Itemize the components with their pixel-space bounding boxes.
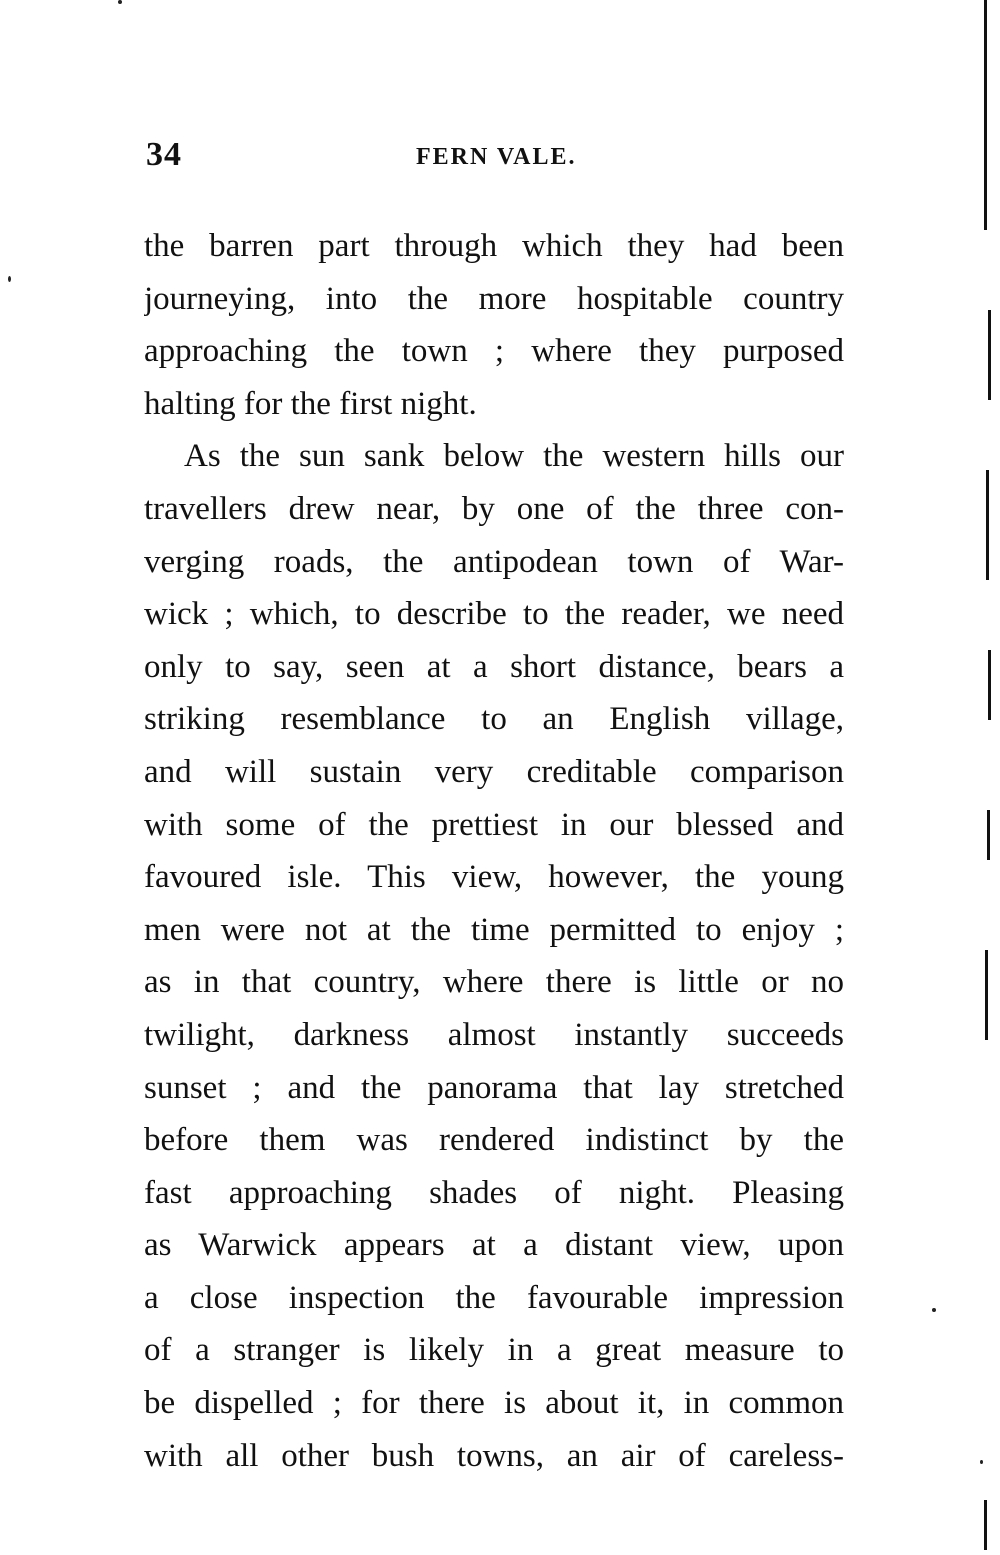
- scan-edge-mark: [985, 950, 988, 1040]
- scan-speck: [932, 1308, 936, 1312]
- text-line: men were not at the time permitted to enjoy ;: [144, 911, 844, 948]
- paragraph: [144, 220, 844, 430]
- text-line: fast approaching shades of night. Pleasing: [144, 1174, 844, 1211]
- scan-edge-mark: [984, 0, 987, 230]
- scan-speck: [980, 1460, 983, 1464]
- text-line: only to say, seen at a short distance, bears a: [144, 648, 844, 685]
- text-line: and will sustain very creditable comparison: [144, 753, 844, 790]
- text-line: twilight, darkness almost instantly succeeds: [144, 1016, 844, 1053]
- scan-edge-mark: [987, 810, 990, 860]
- running-head: [146, 136, 846, 176]
- text-line: sunset ; and the panorama that lay stretched: [144, 1069, 844, 1106]
- scan-edge-mark: [988, 650, 991, 720]
- text-line: be dispelled ; for there is about it, in common: [144, 1385, 844, 1422]
- text-line: with some of the prettiest in our blessed and: [144, 806, 844, 843]
- scan-speck: [8, 276, 11, 282]
- text-line: favoured isle. This view, however, the young: [144, 859, 844, 896]
- text-line: halting for the first night.: [144, 385, 477, 422]
- text-line: striking resemblance to an English village,: [144, 701, 844, 738]
- text-line: with all other bush towns, an air of careless-: [144, 1437, 844, 1474]
- paragraph: [144, 430, 844, 1482]
- text-line: approaching the town ; where they purposed: [144, 333, 844, 370]
- text-line: travellers drew near, by one of the three con-: [144, 490, 844, 527]
- text-line: journeying, into the more hospitable country: [144, 280, 844, 317]
- text-line: a close inspection the favourable impression: [144, 1279, 844, 1316]
- page-number: 34: [146, 136, 182, 173]
- text-line: As the sun sank below the western hills our: [184, 438, 844, 475]
- scan-edge-mark: [984, 1500, 987, 1550]
- body-text: [144, 220, 844, 1482]
- text-line: wick ; which, to describe to the reader, we need: [144, 596, 844, 633]
- scan-edge-mark: [986, 470, 989, 580]
- scan-edge-mark: [988, 310, 991, 400]
- running-title: FERN VALE.: [416, 144, 577, 170]
- text-line: of a stranger is likely in a great measure to: [144, 1332, 844, 1369]
- text-line: the barren part through which they had been: [144, 228, 844, 264]
- text-line: before them was rendered indistinct by the: [144, 1122, 844, 1159]
- text-line: as Warwick appears at a distant view, upon: [144, 1227, 844, 1264]
- scan-speck: [118, 0, 122, 4]
- text-line: verging roads, the antipodean town of War-: [144, 543, 844, 580]
- text-line: as in that country, where there is little or no: [144, 964, 844, 1001]
